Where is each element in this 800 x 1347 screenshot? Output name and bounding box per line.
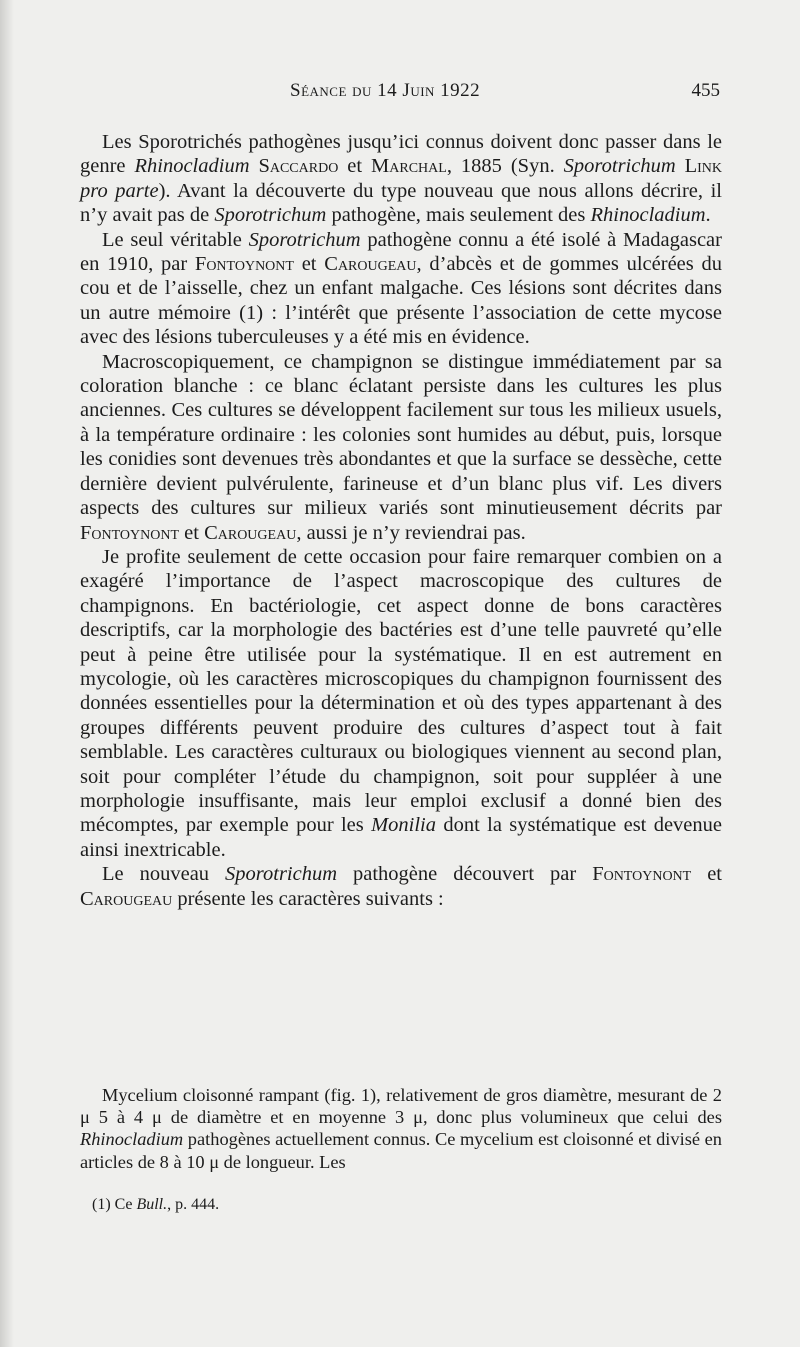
text-run: , d’abcès et de gommes ulcérées du cou et de l’aisselle, chez un enfant malgache. Ces lésions sont décrites dans un autre mémoire (1) : l’intérêt que présente l’association de cette mycose avec des lésions tuberculeuses y a été mis en évidence. <box>80 253 723 349</box>
genus-name: Sporotrichum <box>225 863 338 886</box>
genus-name: Rhinocladium <box>590 204 706 227</box>
text-run: et <box>179 521 205 544</box>
text-run: Mycelium cloisonné rampant (fig. 1), relativement de gros diamètre, mesurant de 2 μ 5 à 4 μ de diamètre et en moyenne 3 μ, donc plus volumineux que celui des <box>80 1085 722 1128</box>
genus-name: Sporotrichum <box>214 204 327 227</box>
text-run: , aussi je n’y reviendrai pas. <box>296 521 526 544</box>
text-run: pathogène connu a été isolé à Madagascar en 1910, par <box>80 228 722 276</box>
journal-abbrev: Bull. <box>136 1196 168 1213</box>
genus-name: Rhinocladium <box>80 1129 184 1150</box>
description-small-print <box>80 1084 722 1173</box>
text-run: , 1885 (Syn. <box>446 155 564 178</box>
text-run: ). Avant la découverte du type nouveau que nous allons décrire, il n’y avait pas de <box>80 179 722 227</box>
author-name: Link <box>684 155 723 178</box>
text-run: , p. 444. <box>167 1196 220 1213</box>
author-name: Carougeau <box>204 521 297 544</box>
author-name: Carougeau <box>80 887 173 910</box>
main-text <box>80 130 722 911</box>
paragraph-5 <box>80 862 722 911</box>
paragraph-2 <box>80 228 722 350</box>
text-run: pathogènes actuellement connus. Ce mycelium est cloisonné et divisé en articles de 8 à 10 μ de longueur. Les <box>80 1129 722 1172</box>
paragraph-1 <box>80 130 722 228</box>
text-run: Les Sporotrichés pathogènes jusqu’ici connus doivent donc passer dans le genre <box>80 131 722 178</box>
running-header <box>80 80 720 110</box>
mycelium-description <box>80 1084 722 1173</box>
paragraph-4 <box>80 545 722 862</box>
text-run: et <box>293 253 325 276</box>
text-run: présente les caractères suivants : <box>172 887 444 910</box>
page-binding-shadow <box>0 0 14 1347</box>
genus-name: Rhinocladium <box>134 155 250 178</box>
text-run: dont la systématique est devenue ainsi inextricable. <box>80 814 722 861</box>
text-run: . <box>705 204 711 227</box>
genus-name: Monilia <box>371 814 437 837</box>
text-run: Le seul véritable <box>102 228 249 251</box>
text-run: et <box>691 863 722 886</box>
author-name: Saccardo <box>258 155 339 178</box>
text-run: Je profite seulement de cette occasion pour faire remarquer combien on a exagéré l’importance de l’aspect macroscopique des cultures de champignons. En bactériologie, cet aspect donne de bons caractères descriptifs, car la morphologie des bactéries est d’une telle pauvreté qu’elle peut à peine être utilisée pour la systématique. Il en est autrement en mycologie, où les caractères microscopiques du champignon fournissent des données essentielles pour la détermination et où des types appartenant à des groupes différents peuvent produire des cultures d’aspect tout à fait semblable. Les caractères culturaux ou biologiques viennent au second plan, soit pour compléter l’étude du champignon, soit pour suppléer à une morphologie insuffisante, mais leur emploi exclusif a donné bien des mécomptes, par exemple pour les <box>80 545 722 837</box>
text-run: et <box>338 155 372 178</box>
author-name: Marchal <box>371 155 447 178</box>
running-title: Séance du 14 Juin 1922 <box>290 80 481 101</box>
footnote <box>92 1196 219 1214</box>
genus-name: Sporotrichum <box>563 155 676 178</box>
paragraph-3 <box>80 350 722 545</box>
text-run: (1) Ce <box>92 1196 137 1213</box>
text-run: Le nouveau <box>102 863 226 886</box>
author-name: Carougeau <box>324 253 417 276</box>
page-number: 455 <box>691 80 720 101</box>
genus-name: Sporotrichum <box>248 228 361 251</box>
author-name: Fontoynont <box>80 521 180 544</box>
text-run: pathogène découvert par <box>337 863 593 886</box>
text-run: pathogène, mais seulement des <box>326 204 591 227</box>
author-name: Fontoynont <box>592 863 692 886</box>
author-name: Fontoynont <box>194 253 294 276</box>
text-run: Macroscopiquement, ce champignon se distingue immédiatement par sa coloration blanche : ce blanc éclatant persiste dans les cultures les plus anciennes. Ces cultures se développent facilement sur tous les milieux usuels, à la température ordinaire : les colonies sont humides au début, puis, lorsque les conidies sont devenues très abondantes et que la surface se dessèche, cette dernière devient pulvérulente, farineuse et d’un blanc plus vif. Les divers aspects des cultures sur milieux variés sont minutieusement décrits par <box>80 350 722 520</box>
latin-phrase: pro parte <box>80 179 159 202</box>
